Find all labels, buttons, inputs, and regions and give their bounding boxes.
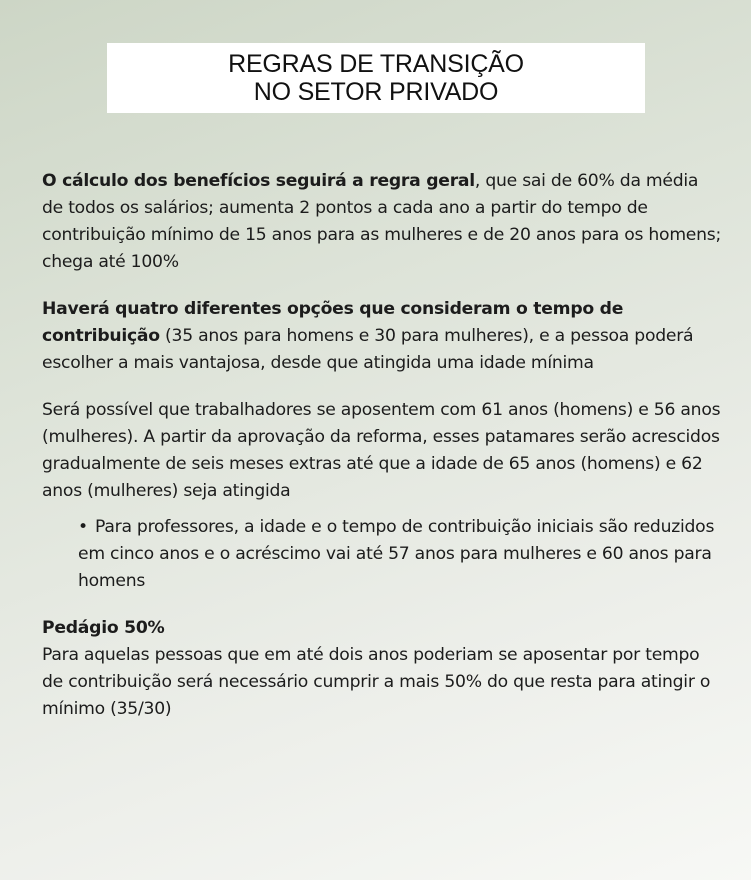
bullet-teachers-text: Para professores, a idade e o tempo de contribuição iniciais são reduzidos em cinco anos e o acréscimo vai até 57 anos para mulheres e 60 anos para homens <box>78 517 715 591</box>
heading-toll: Pedágio 50% <box>42 618 165 638</box>
title-line-1: REGRAS DE TRANSIÇÃO <box>228 50 524 78</box>
paragraph-ages: Será possível que trabalhadores se aposentem com 61 anos (homens) e 56 anos (mulheres). A partir da aprovação da reforma, esses patamares serão acrescidos gradualmente de seis meses extras até que a idade de 65 anos (homens) e 62 anos (mulheres) seja atingida <box>42 400 721 501</box>
bullet-teachers <box>78 514 722 595</box>
paragraph-options-bold: Haverá quatro diferentes opções que consideram o tempo de contribuição <box>42 299 624 346</box>
paragraph-toll: Para aquelas pessoas que em até dois anos poderiam se aposentar por tempo de contribuição será necessário cumprir a mais 50% do que resta para atingir o mínimo (35/30) <box>42 645 711 719</box>
title-line-2: NO SETOR PRIVADO <box>253 78 499 106</box>
bullet-dot: • <box>78 517 88 537</box>
title-box <box>107 43 645 113</box>
paragraph-general-rule-text: , que sai de 60% da média de todos os salários; aumenta 2 pontos a cada ano a partir do tempo de contribuição mínimo de 15 anos para as mulheres e de 20 anos para os homens; chega até 100% <box>42 171 722 272</box>
paragraph-options-text: (35 anos para homens e 30 para mulheres), e a pessoa poderá escolher a mais vantajosa, desde que atingida uma idade mínima <box>42 326 694 373</box>
content <box>42 168 722 723</box>
paragraph-options <box>42 296 722 377</box>
paragraph-general-rule <box>42 168 722 276</box>
paragraph-general-rule-bold: O cálculo dos benefícios seguirá a regra geral <box>42 171 475 191</box>
